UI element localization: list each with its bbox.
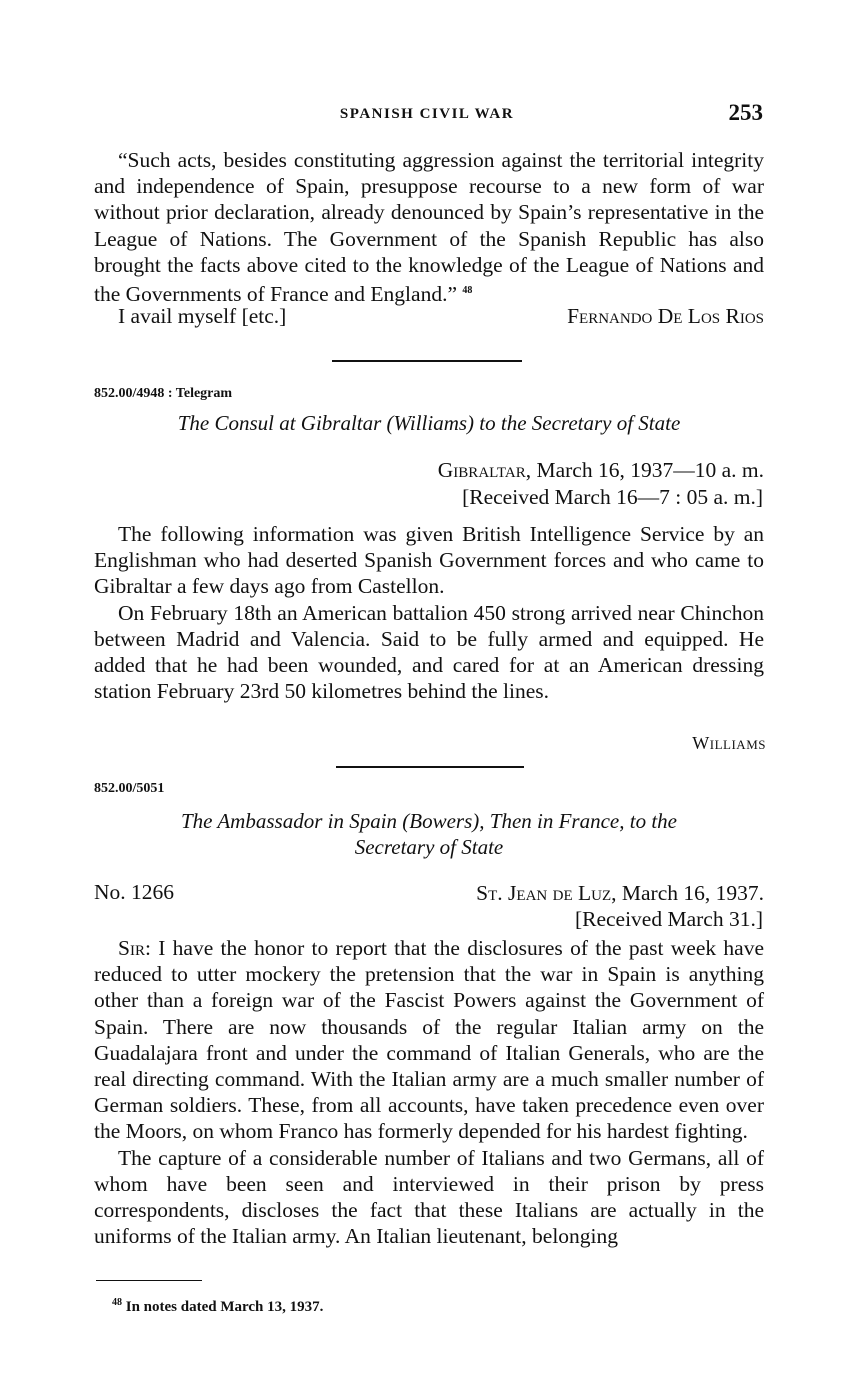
footnote-divider: [96, 1280, 202, 1281]
paragraph: On February 18th an American battalion 450 strong arrived near Chinchon between Madrid and Valencia. Said to be fully armed and equipped. He added that he had been wounded, and cared for at an American dressing station February 23rd 50 kilometres behind the lines.: [94, 600, 764, 704]
document-heading: The Consul at Gibraltar (Williams) to the Secretary of State: [177, 411, 681, 435]
paragraph-text: : I have the honor to report that the disclosures of the past week have reduced to utter mockery the pretension that the war in Spain is anything other than a foreign war of the Fascist Powers against the Government of Spain. There are now thousands of the regular Italian army on the Guadalajara front and under the command of Italian Generals, who are the real directing command. With the Italian army are a much smaller number of German soldiers. These, from all accounts, have taken precedence even over the Moors, on whom Franco has formerly depended for his hardest fighting.: [94, 936, 764, 1144]
signature-williams: Williams: [692, 733, 766, 753]
file-number: 852.00/5051: [94, 781, 165, 796]
paragraph: The following information was given British Intelligence Service by an Englishman who had deserted Spanish Government forces and who came to Gibraltar a few days ago from Castellon.: [94, 522, 764, 599]
page-number: 253: [728, 100, 763, 125]
dateline-place: Gibraltar,: [437, 458, 532, 482]
received-note: [Received March 16—7 : 05 a. m.]: [462, 485, 763, 509]
closing-text: I avail myself [etc.]: [118, 304, 287, 328]
quoted-text: “Such acts, besides constituting aggression against the territorial integrity and independence of Spain, presuppose recourse to a new form of war without prior declaration, already denounced by Spain’s representative in the League of Nations. The Government of the Spanish Republic has also brought the facts above cited to the knowledge of the League of Nations and the Governments of France and England.”: [94, 148, 764, 307]
dateline-date: March 16, 1937—10 a. m.: [531, 458, 764, 482]
section-divider: [336, 766, 524, 768]
footnote: [112, 1297, 323, 1316]
quoted-paragraph: [94, 147, 764, 307]
footnote-text: In notes dated March 13, 1937.: [122, 1299, 324, 1315]
paragraph: The capture of a considerable number of Italians and two Germans, all of whom have been seen and interviewed in their prison by press correspondents, discloses the fact that these Italians are actually in the uniforms of the Italian army. An Italian lieutenant, belonging: [94, 1145, 764, 1249]
closing-line: [118, 304, 764, 329]
dispatch-number: No. 1266: [94, 880, 175, 904]
footnote-marker: 48: [112, 1297, 122, 1308]
dateline-date: March 16, 1937.: [616, 881, 764, 905]
dateline: [476, 880, 764, 906]
running-header: SPANISH CIVIL WAR: [339, 106, 515, 122]
dateline: [438, 457, 764, 483]
dispatch-body: [94, 935, 764, 1249]
document-heading: The Ambassador in Spain (Bowers), Then in France, to the: [180, 809, 677, 833]
salutation: Sir: [118, 936, 145, 960]
file-number: 852.00/4948 : Telegram: [94, 386, 233, 401]
section-divider: [332, 360, 522, 362]
paragraph: [94, 935, 764, 1145]
document-heading: Secretary of State: [354, 835, 504, 859]
footnote-ref: 48: [462, 285, 473, 297]
received-note: [Received March 31.]: [574, 907, 763, 931]
telegram-body: [94, 521, 764, 704]
dateline-place: St. Jean de Luz,: [476, 881, 617, 905]
signature-rios: Fernando De Los Rios: [567, 304, 764, 328]
